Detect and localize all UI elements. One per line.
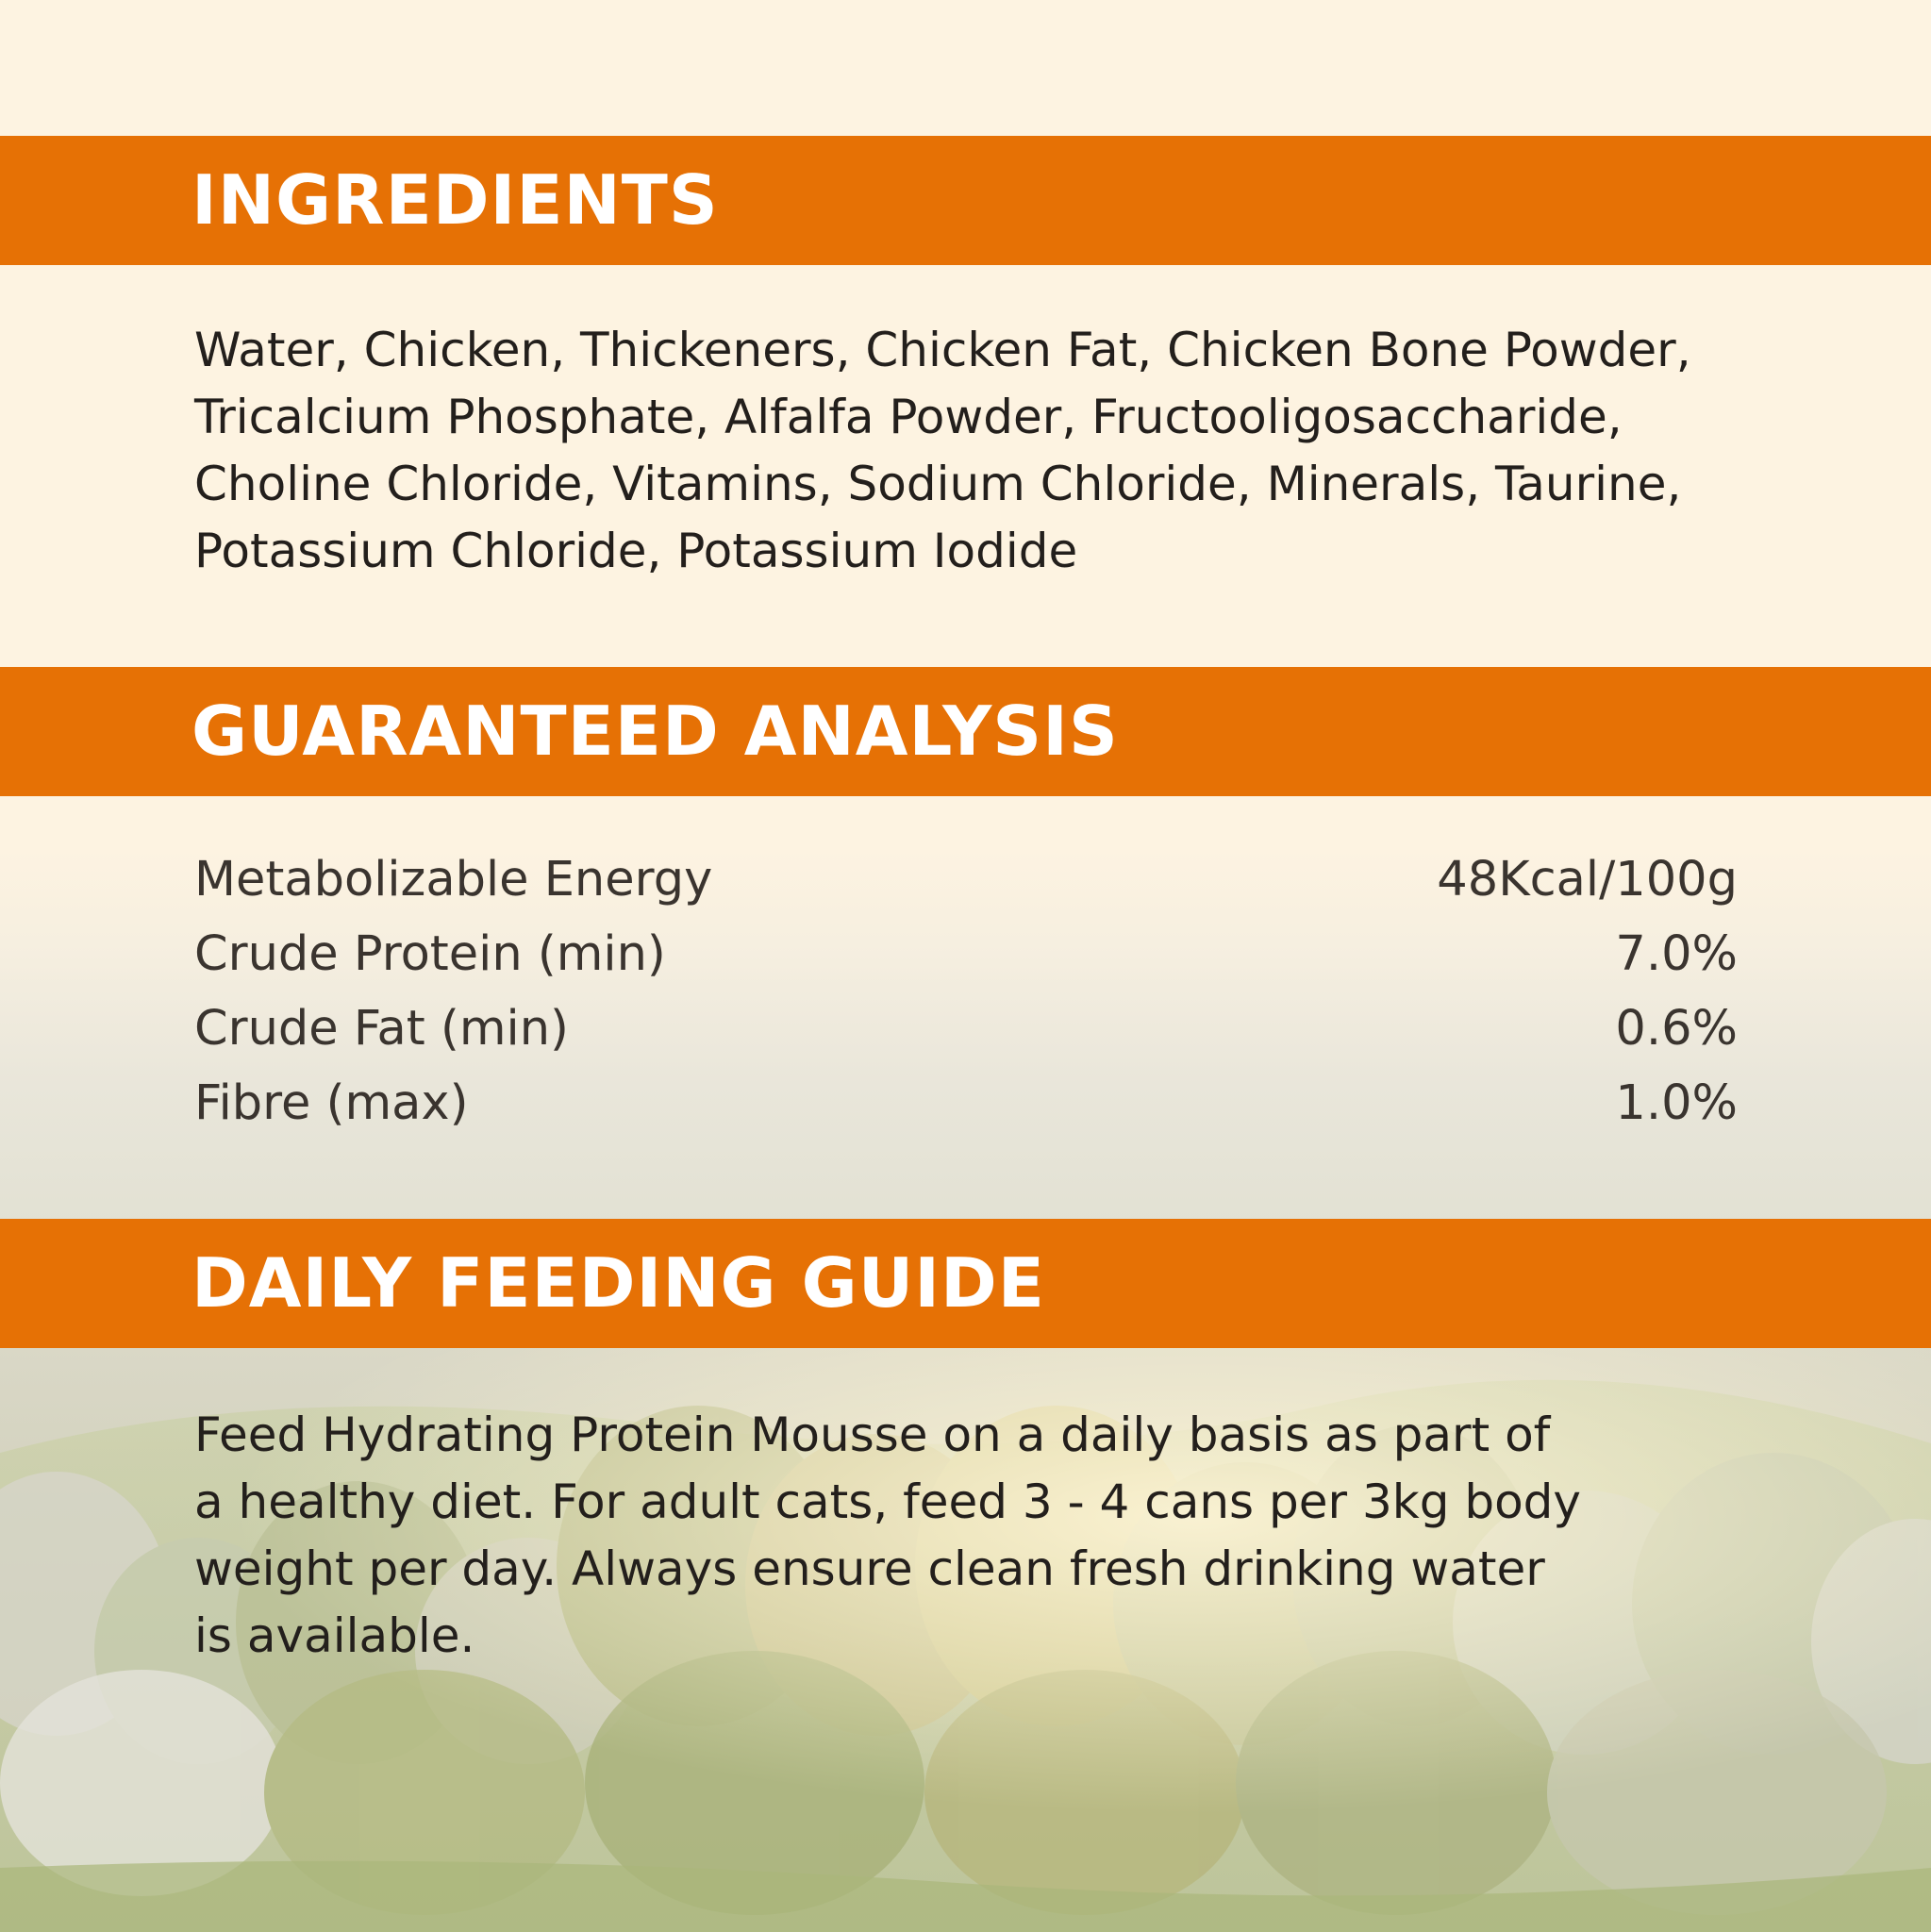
- analysis-value: 7.0%: [1615, 926, 1738, 982]
- analysis-row: [194, 842, 1738, 917]
- analysis-row: [194, 1066, 1738, 1141]
- analysis-label: Metabolizable Energy: [194, 852, 713, 908]
- ingredients-line: Water, Chicken, Thickeners, Chicken Fat, Chicken Bone Powder,: [194, 323, 1691, 377]
- feeding-line: a healthy diet. For adult cats, feed 3 - 4 cans per 3kg body: [194, 1474, 1581, 1529]
- ingredients-header-band: [0, 136, 1931, 265]
- ingredients-text: [194, 317, 1691, 585]
- analysis-header-band: [0, 667, 1931, 796]
- ingredients-line: Potassium Chloride, Potassium Iodide: [194, 524, 1078, 578]
- analysis-row: [194, 917, 1738, 991]
- analysis-value: 48Kcal/100g: [1437, 852, 1738, 908]
- analysis-label: Fibre (max): [194, 1075, 469, 1131]
- analysis-label: Crude Fat (min): [194, 1001, 569, 1057]
- feeding-line: Feed Hydrating Protein Mousse on a daily basis as part of: [194, 1407, 1551, 1462]
- analysis-value: 0.6%: [1615, 1001, 1738, 1057]
- feeding-heading: DAILY FEEDING GUIDE: [191, 1243, 1045, 1323]
- feeding-text: [194, 1402, 1581, 1670]
- analysis-table: [194, 842, 1738, 1141]
- analysis-row: [194, 991, 1738, 1066]
- analysis-label: Crude Protein (min): [194, 926, 666, 982]
- ingredients-heading: INGREDIENTS: [191, 160, 719, 240]
- ingredients-line: Choline Chloride, Vitamins, Sodium Chloride, Minerals, Taurine,: [194, 457, 1682, 511]
- feeding-line: is available.: [194, 1608, 475, 1663]
- ingredients-line: Tricalcium Phosphate, Alfalfa Powder, Fructooligosaccharide,: [194, 390, 1623, 444]
- feeding-line: weight per day. Always ensure clean fresh drinking water: [194, 1541, 1545, 1596]
- analysis-heading: GUARANTEED ANALYSIS: [191, 691, 1119, 771]
- feeding-header-band: [0, 1219, 1931, 1348]
- analysis-value: 1.0%: [1615, 1075, 1738, 1131]
